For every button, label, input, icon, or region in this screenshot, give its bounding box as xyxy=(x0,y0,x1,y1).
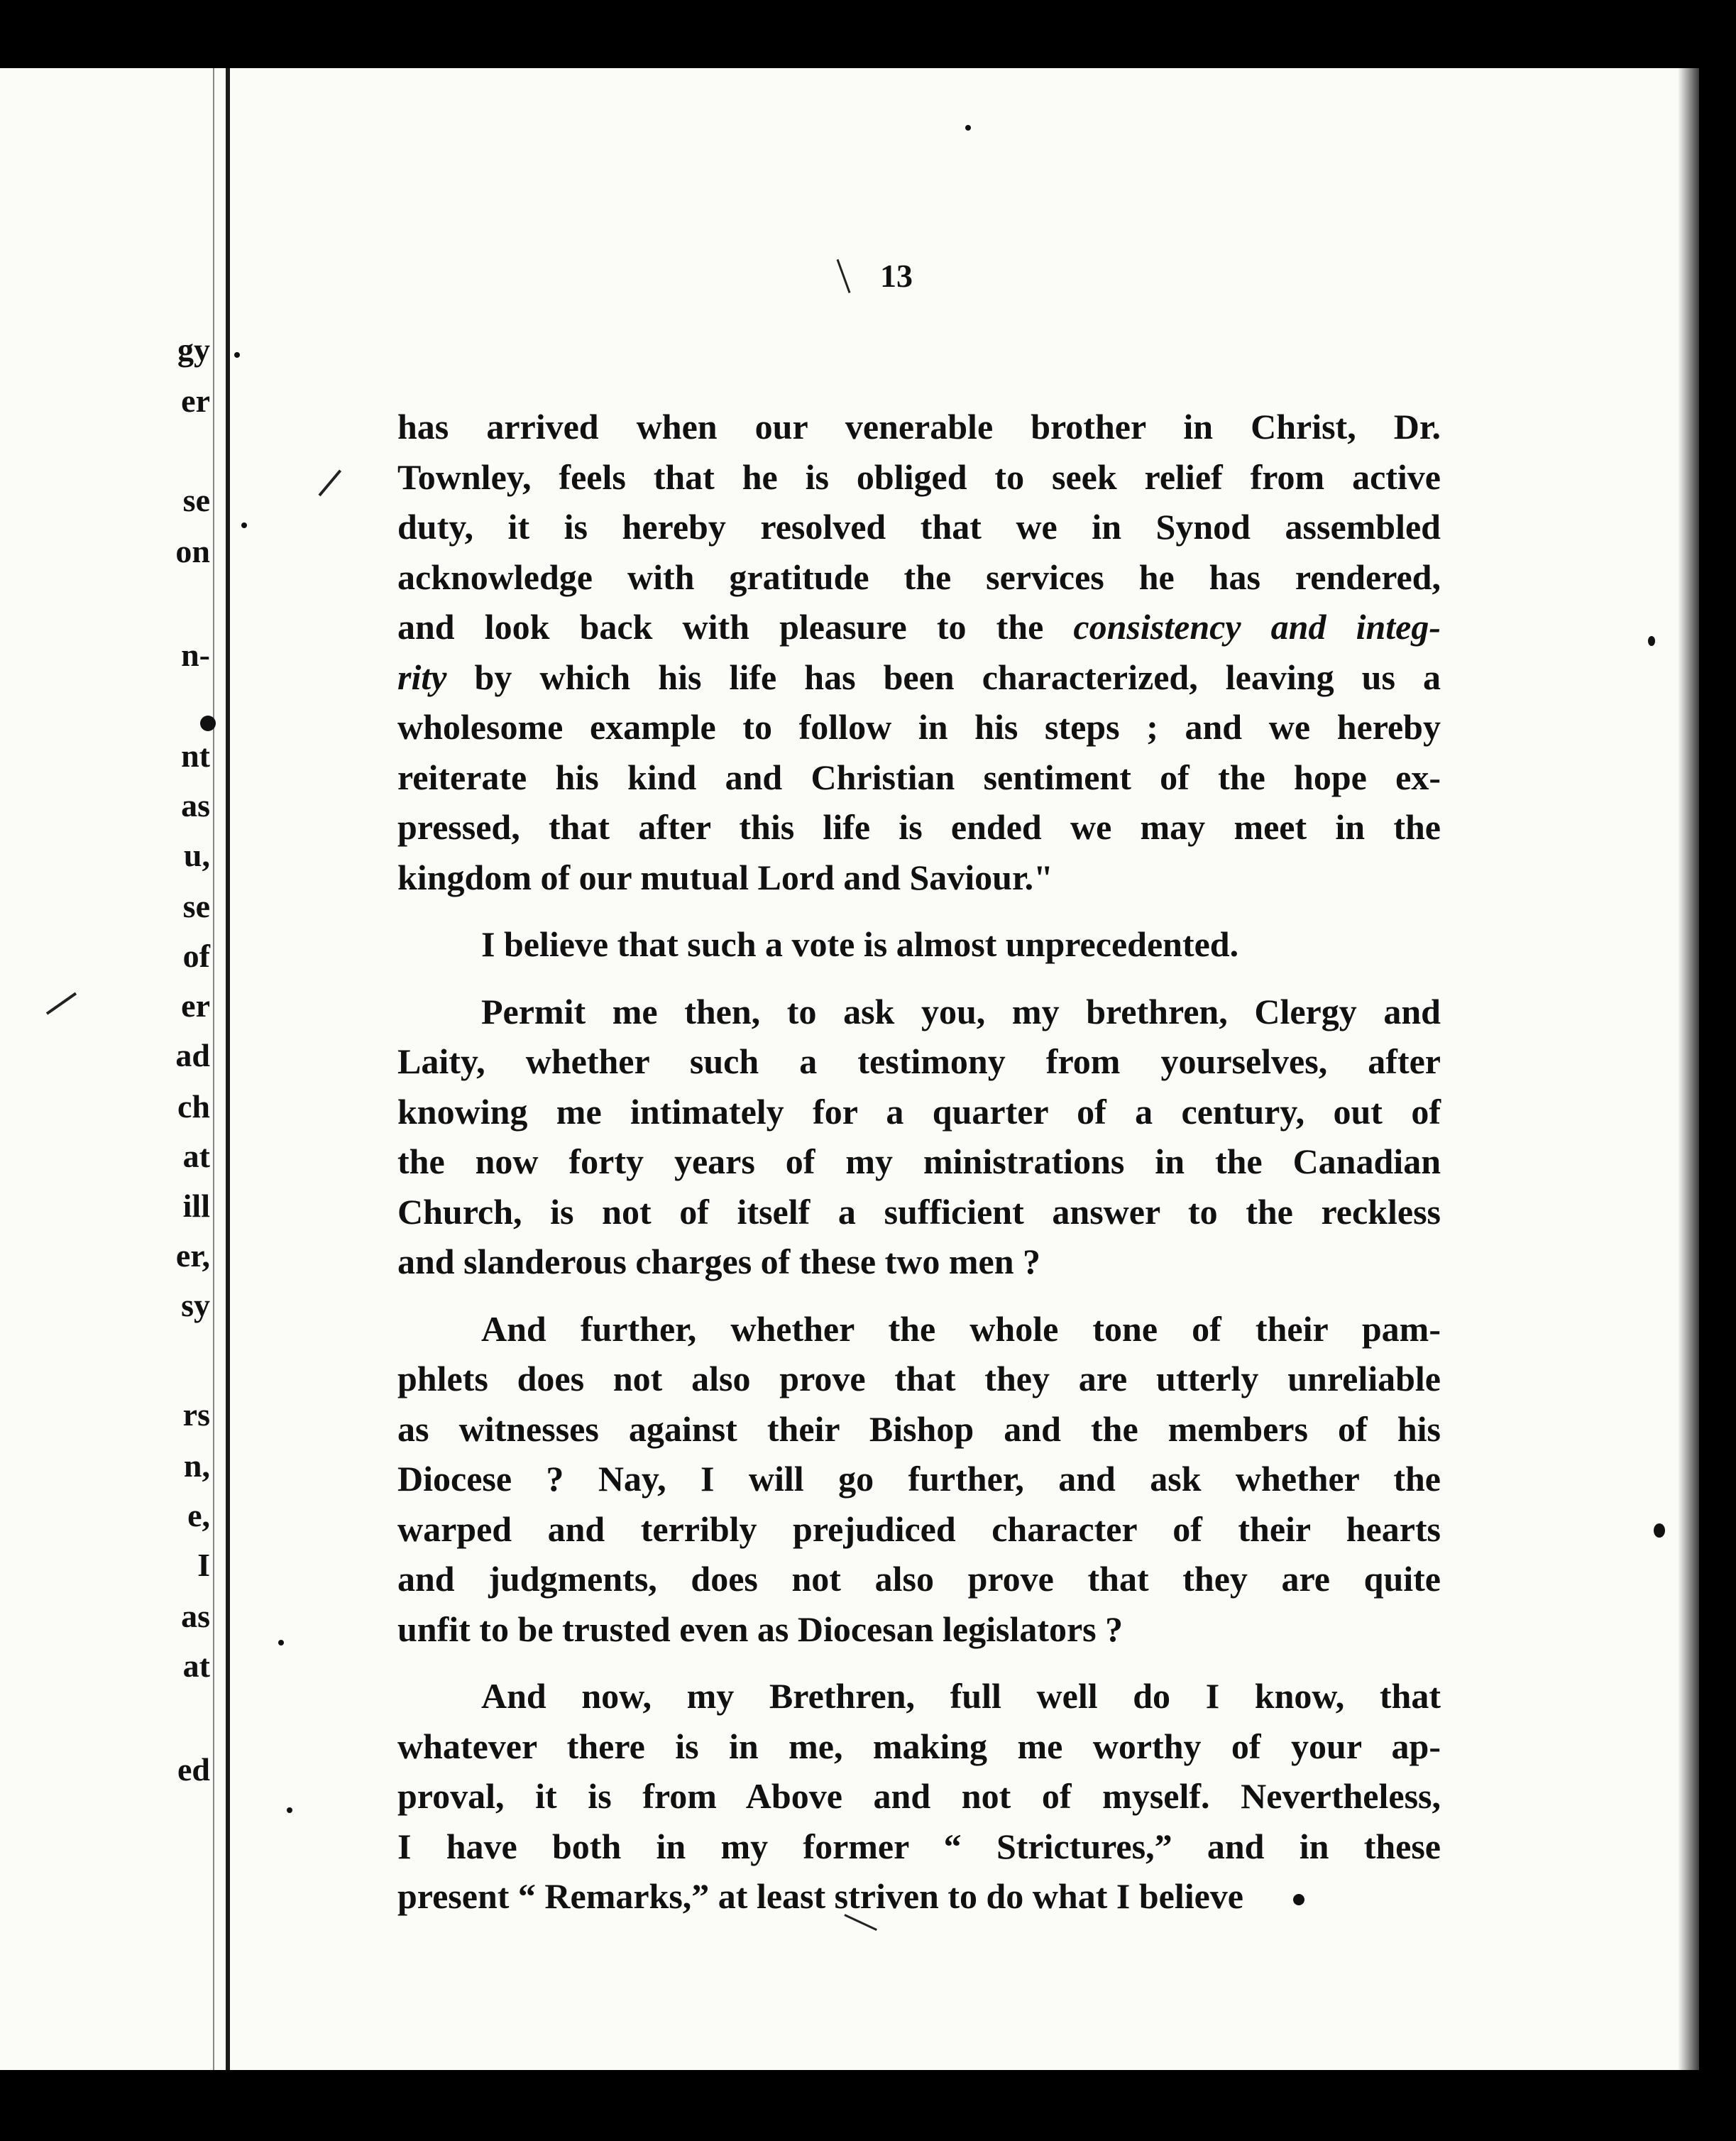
left-page-fragment: I xyxy=(197,1547,210,1583)
text-line xyxy=(397,1671,1441,1721)
text-line xyxy=(397,1404,1441,1455)
left-page-fragment: ad xyxy=(175,1037,210,1073)
text-line xyxy=(397,1604,1441,1655)
left-page-fragment: at xyxy=(182,1138,210,1174)
text-segment: consistency and integ- xyxy=(1073,607,1441,647)
text-line xyxy=(397,1504,1441,1555)
text-segment: Diocese ? Nay, I will go further, and ask whether the xyxy=(397,1459,1441,1499)
text-segment: has arrived when our venerable brother in Christ, Dr. xyxy=(397,407,1441,447)
text-segment: by which his life has been characterized, leaving us a xyxy=(446,657,1441,697)
page-gutter-shadow xyxy=(213,68,214,2070)
pen-mark xyxy=(837,259,851,293)
text-segment: and look back with pleasure to the xyxy=(397,607,1074,647)
scan-speck xyxy=(1654,1523,1665,1538)
text-line xyxy=(397,652,1441,703)
left-page-fragment: ch xyxy=(177,1088,210,1124)
page-right-edge xyxy=(1678,68,1699,2070)
page-number: 13 xyxy=(880,258,913,294)
text-line xyxy=(397,1454,1441,1504)
scan-speck xyxy=(1293,1894,1304,1905)
text-line xyxy=(397,1036,1441,1087)
scan-speck xyxy=(200,716,216,731)
paragraph xyxy=(397,919,1441,970)
text-segment: Permit me then, to ask you, my brethren, Clergy and xyxy=(481,991,1441,1031)
text-segment: Church, is not of itself a sufficient answer to the reckless xyxy=(397,1191,1441,1232)
text-line xyxy=(397,853,1441,903)
text-segment: reiterate his kind and Christian sentiment of the hope ex- xyxy=(397,757,1441,797)
text-line xyxy=(397,1771,1441,1822)
left-page-fragment: of xyxy=(182,938,210,974)
text-segment: rity xyxy=(397,657,447,697)
text-segment: acknowledge with gratitude the services he has rendered, xyxy=(397,557,1441,597)
text-segment: warped and terribly prejudiced character of their hearts xyxy=(397,1508,1441,1549)
left-page-fragment: rs xyxy=(182,1396,210,1433)
text-segment: pressed, that after this life is ended we may meet in the xyxy=(397,807,1441,847)
left-page-fragment: as xyxy=(181,1598,210,1634)
scan-speck xyxy=(965,125,971,131)
text-segment: and slanderous charges of these two men ? xyxy=(397,1242,1041,1281)
text-line xyxy=(397,987,1441,1037)
scan-speck xyxy=(241,522,247,528)
text-line xyxy=(397,1187,1441,1237)
text-line xyxy=(397,1087,1441,1137)
text-line xyxy=(397,1721,1441,1772)
left-page-fragment: gy xyxy=(177,332,210,368)
text-line xyxy=(397,452,1441,503)
text-segment: Laity, whether such a testimony from yourselves, after xyxy=(397,1041,1441,1081)
text-line xyxy=(397,402,1441,452)
text-segment: Townley, feels that he is obliged to seek relief from active xyxy=(397,456,1441,497)
text-line xyxy=(397,1237,1441,1287)
text-segment: unfit to be trusted even as Diocesan legislators ? xyxy=(397,1609,1124,1649)
paragraph xyxy=(397,987,1441,1287)
left-page-fragment: u, xyxy=(183,837,210,873)
left-page-fragment: as xyxy=(181,787,210,823)
left-page-fragment: ed xyxy=(177,1751,210,1787)
left-page-fragment: at xyxy=(182,1648,210,1684)
page-gutter-line xyxy=(226,68,230,2070)
left-page-fragment: e, xyxy=(187,1497,210,1533)
text-line xyxy=(397,702,1441,752)
text-segment: and judgments, does not also prove that they are quite xyxy=(397,1559,1441,1599)
text-line xyxy=(397,1871,1441,1922)
scan-speck xyxy=(234,352,240,358)
paragraph xyxy=(397,1304,1441,1655)
text-segment: And further, whether the whole tone of their pam- xyxy=(481,1308,1441,1349)
text-line xyxy=(397,602,1441,652)
left-page-fragment: er xyxy=(181,383,210,419)
text-line xyxy=(397,1304,1441,1354)
text-segment: And now, my Brethren, full well do I know, that xyxy=(481,1676,1441,1716)
text-segment: whatever there is in me, making me worthy of your ap- xyxy=(397,1726,1441,1766)
scan-speck xyxy=(287,1807,292,1813)
left-page-fragment: er, xyxy=(175,1237,210,1274)
left-page-fragment: ill xyxy=(182,1188,210,1224)
text-segment: the now forty years of my ministrations in the Canadian xyxy=(397,1141,1441,1181)
paragraph xyxy=(397,1671,1441,1922)
text-line xyxy=(397,752,1441,803)
text-line xyxy=(397,1554,1441,1604)
text-line xyxy=(397,919,1441,970)
text-segment: I have both in my former “ Strictures,” and in these xyxy=(397,1826,1441,1866)
text-segment: phlets does not also prove that they are utterly unreliable xyxy=(397,1359,1441,1398)
text-segment: as witnesses against their Bishop and the members of his xyxy=(397,1408,1441,1449)
left-page-fragment: nt xyxy=(181,738,210,774)
left-page-fragment: er xyxy=(181,987,210,1024)
scanned-page xyxy=(0,68,1699,2070)
text-line xyxy=(397,552,1441,603)
text-segment: present “ Remarks,” at least striven to do what I believe xyxy=(397,1876,1243,1916)
body-text xyxy=(397,402,1441,1939)
text-segment: wholesome example to follow in his steps ; and we hereby xyxy=(397,707,1441,747)
text-line xyxy=(397,802,1441,853)
text-segment: I believe that such a vote is almost unprecedented. xyxy=(481,924,1239,964)
scan-speck xyxy=(278,1640,284,1646)
left-page-fragment: sy xyxy=(181,1287,210,1323)
text-line xyxy=(397,1822,1441,1872)
left-page-fragment: se xyxy=(182,482,210,518)
text-line xyxy=(397,502,1441,552)
left-page-fragment: n- xyxy=(181,637,210,673)
text-segment: proval, it is from Above and not of myself. Nevertheless, xyxy=(397,1776,1441,1816)
text-segment: kingdom of our mutual Lord and Saviour." xyxy=(397,857,1053,897)
text-segment: knowing me intimately for a quarter of a century, out of xyxy=(397,1091,1441,1132)
left-page-fragments xyxy=(0,68,213,2070)
paragraph xyxy=(397,402,1441,902)
left-page-fragment: se xyxy=(182,888,210,924)
left-page-fragment: on xyxy=(175,533,210,569)
left-page-fragment: n, xyxy=(183,1447,210,1484)
scan-speck xyxy=(1648,636,1655,646)
text-line xyxy=(397,1354,1441,1404)
pen-mark xyxy=(318,469,341,496)
text-line xyxy=(397,1137,1441,1187)
text-segment: duty, it is hereby resolved that we in Synod assembled xyxy=(397,507,1441,547)
